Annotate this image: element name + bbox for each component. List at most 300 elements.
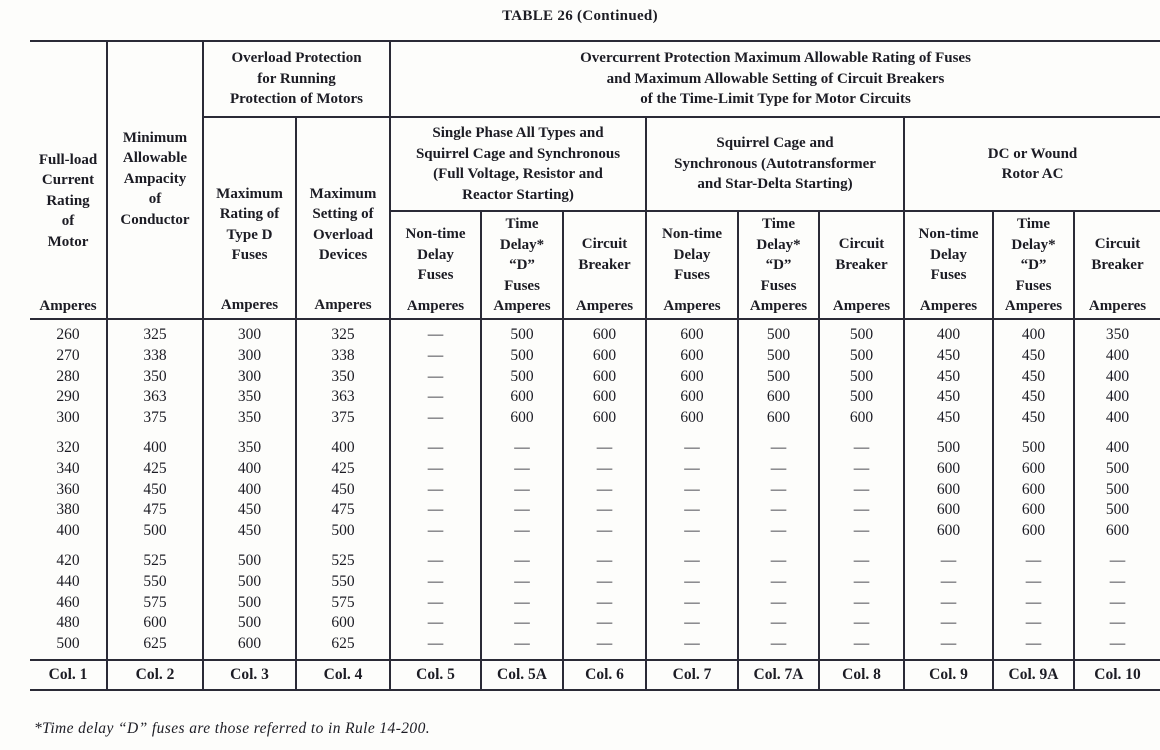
header-dc-wound-rotor-group	[904, 117, 1160, 211]
cell-group-col7a	[738, 546, 819, 660]
table-cell: —	[1025, 572, 1042, 590]
table-cell: 350	[143, 367, 167, 385]
table-cell: 575	[331, 593, 355, 611]
cell-group-col6	[563, 319, 646, 433]
table-cell: —	[514, 614, 530, 632]
table-cell: 500	[1105, 501, 1130, 519]
table-cell: —	[596, 480, 613, 498]
table-cell: 400	[1105, 438, 1130, 456]
cell-group-col7	[646, 433, 738, 546]
table-cell: —	[427, 614, 444, 632]
header-line: Delay	[673, 246, 711, 263]
header-line: “D”	[1020, 257, 1047, 273]
table-cell: 500	[849, 367, 874, 385]
column-number-label: Col. 1	[30, 660, 107, 690]
table-cell: 270	[56, 346, 80, 364]
table-cell: 420	[56, 551, 80, 569]
table-cell: 600	[592, 346, 617, 364]
row-group	[30, 546, 1160, 660]
table-cell: —	[427, 409, 444, 427]
table-cell: 600	[936, 459, 961, 477]
table-cell: —	[427, 572, 444, 590]
table-cell: —	[427, 326, 444, 343]
header-line: Time	[761, 216, 796, 232]
header-line: Motor	[47, 233, 89, 250]
header-col5	[390, 211, 481, 319]
row-group	[30, 433, 1160, 546]
header-line: of the Time-Limit Type for Motor Circuits	[640, 91, 911, 108]
cell-group-col7a	[738, 319, 819, 433]
header-line: “D”	[509, 257, 535, 273]
table-cell: 475	[331, 501, 355, 519]
header-col4-units: Amperes	[314, 296, 372, 313]
table-cell: —	[770, 459, 787, 477]
table-cell: —	[853, 551, 870, 569]
table-cell: —	[853, 501, 870, 519]
table-cell: —	[770, 438, 787, 456]
table-cell: —	[1109, 572, 1126, 590]
table-cell: 500	[237, 614, 262, 632]
header-line: Rating	[46, 192, 90, 209]
table-cell: —	[853, 635, 870, 653]
table-cell: 450	[1021, 346, 1046, 364]
table-cell: 450	[1021, 388, 1046, 406]
table-cell: —	[596, 551, 613, 569]
table-cell: 320	[56, 438, 80, 456]
header-col9-units: Amperes	[919, 297, 978, 314]
table-cell: —	[514, 438, 530, 456]
table-cell: 460	[56, 593, 80, 611]
table-cell: 300	[237, 326, 262, 343]
header-line: and Star-Delta Starting)	[697, 176, 853, 193]
table-cell: 500	[331, 522, 355, 540]
table-cell: 500	[1105, 459, 1130, 477]
table-cell: —	[514, 522, 530, 540]
table-cell: 400	[1105, 409, 1130, 427]
table-cell: 400	[1105, 367, 1130, 385]
header-col5a-units: Amperes	[493, 298, 551, 314]
table-cell: —	[770, 501, 787, 519]
header-col5-text	[391, 212, 480, 286]
table-cell: —	[684, 480, 700, 498]
header-line: Maximum	[216, 185, 283, 202]
table-cell: 400	[237, 480, 262, 498]
table-cell: —	[514, 593, 530, 611]
header-line: Full-load	[38, 151, 98, 168]
cell-group-col7	[646, 546, 738, 660]
table-cell: 350	[237, 409, 262, 427]
table-cell: 260	[56, 326, 80, 343]
table-cell: —	[853, 522, 870, 540]
table-cell: —	[853, 480, 870, 498]
cell-group-col10	[1074, 319, 1160, 433]
header-col1	[30, 41, 107, 319]
header-col5a	[481, 211, 563, 319]
table-cell: —	[684, 614, 700, 632]
table-cell: 600	[592, 326, 617, 343]
table-cell: —	[770, 614, 787, 632]
table-cell: 600	[680, 326, 704, 343]
cell-group-col9a	[993, 546, 1074, 660]
header-line: Synchronous (Autotransformer	[674, 155, 876, 172]
table-cell: 450	[143, 480, 167, 498]
cell-group-col9	[904, 546, 993, 660]
cell-group-col1	[30, 433, 107, 546]
header-line: Protection of Motors	[230, 91, 364, 108]
table-cell: 500	[936, 438, 961, 456]
header-line: Rotor AC	[1001, 166, 1064, 182]
header-line: DC or Wound	[987, 145, 1078, 162]
header-col3	[203, 117, 296, 319]
cell-group-col2	[107, 433, 203, 546]
table-cell: 400	[1021, 326, 1046, 343]
header-line: Delay*	[756, 236, 801, 253]
header-single-phase-group	[390, 117, 646, 211]
table-cell: 600	[510, 388, 534, 406]
cell-group-col10	[1074, 433, 1160, 546]
header-line: Delay*	[1011, 236, 1056, 253]
table-cell: 500	[849, 346, 874, 364]
table-cell: 600	[237, 635, 262, 653]
table-cell: 400	[1105, 388, 1130, 406]
table-cell: 600	[680, 409, 704, 427]
header-line: Delay	[417, 246, 454, 263]
table-cell: 600	[1021, 459, 1046, 477]
header-line: Squirrel Cage and	[716, 135, 834, 152]
table-cell: —	[596, 501, 613, 519]
cell-group-col4	[296, 433, 390, 546]
table-cell: 450	[936, 346, 961, 364]
table-cell: —	[427, 346, 444, 364]
table-cell: 338	[331, 346, 355, 364]
header-line: of	[148, 191, 162, 208]
table-cell: 600	[1105, 522, 1130, 540]
cell-group-col5a	[481, 546, 563, 660]
header-line: Time	[1016, 216, 1051, 232]
header-line: Setting of	[312, 206, 374, 223]
table-cell: —	[427, 522, 444, 540]
table-cell: 450	[936, 367, 961, 385]
header-col3-units: Amperes	[220, 296, 279, 313]
table-cell: 500	[56, 635, 80, 653]
header-line: Devices	[318, 247, 368, 264]
table-cell: 400	[56, 522, 80, 540]
table-title: TABLE 26 (Continued)	[502, 8, 658, 24]
column-number-label: Col. 2	[107, 660, 203, 690]
header-line: of	[61, 213, 75, 229]
table-cell: —	[427, 593, 444, 611]
table-cell: 625	[331, 635, 355, 653]
table-cell: —	[853, 459, 870, 477]
table-cell: 325	[331, 326, 355, 343]
table-cell: —	[684, 522, 700, 540]
table-cell: 600	[766, 388, 791, 406]
table-cell: —	[853, 572, 870, 590]
header-col6-units: Amperes	[575, 297, 634, 314]
cell-group-col2	[107, 546, 203, 660]
table-cell: —	[684, 572, 700, 590]
column-number-row	[30, 660, 1160, 690]
header-line: Squirrel Cage and Synchronous	[415, 145, 621, 162]
table-cell: 300	[237, 367, 262, 385]
table-cell: 500	[1021, 438, 1046, 456]
table-cell: 475	[143, 501, 167, 519]
header-line: Circuit	[1094, 236, 1141, 252]
header-col10-units: Amperes	[1088, 297, 1147, 314]
header-line: (Full Voltage, Resistor and	[433, 166, 603, 182]
cell-group-col6	[563, 546, 646, 660]
table-cell: —	[770, 572, 787, 590]
header-overcurrent-group	[390, 41, 1160, 117]
table-cell: 450	[936, 409, 961, 427]
table-cell: 360	[56, 480, 80, 498]
header-col6	[563, 211, 646, 319]
table-cell: —	[940, 614, 957, 632]
header-col7	[646, 211, 738, 319]
cell-group-col1	[30, 546, 107, 660]
table-cell: 500	[237, 572, 262, 590]
header-col7a-units: Amperes	[749, 298, 808, 314]
table-cell: 400	[936, 326, 961, 343]
cell-group-col6	[563, 433, 646, 546]
cell-group-col2	[107, 319, 203, 433]
column-number-label: Col. 9A	[993, 660, 1074, 690]
column-number-label: Col. 5A	[481, 660, 563, 690]
table-cell: —	[684, 551, 700, 569]
header-line: Maximum	[309, 185, 377, 202]
table-cell: —	[514, 480, 530, 498]
table-cell: 550	[331, 572, 355, 590]
table-cell: —	[1025, 551, 1042, 569]
header-col6-text	[564, 212, 645, 275]
header-col5-units: Amperes	[406, 297, 465, 314]
table-cell: —	[427, 388, 444, 406]
cell-group-col4	[296, 319, 390, 433]
table-cell: 400	[237, 459, 262, 477]
header-col9a-units: Amperes	[1004, 298, 1063, 314]
table-cell: 600	[936, 501, 961, 519]
header-line: Fuses	[231, 247, 268, 264]
header-line: Type D	[226, 226, 273, 243]
header-line: Non-time	[405, 226, 466, 242]
table-cell: 600	[143, 614, 167, 632]
header-line: Conductor	[120, 211, 190, 228]
header-line: Minimum	[122, 129, 188, 146]
table-cell: —	[1109, 635, 1126, 653]
table-cell: 500	[1105, 480, 1130, 498]
header-line: Delay	[930, 246, 967, 263]
header-col7-units: Amperes	[663, 297, 721, 314]
header-line: Reactor Starting)	[462, 186, 574, 203]
table-cell: 450	[237, 501, 262, 519]
table-cell: 500	[766, 346, 791, 364]
column-number-label: Col. 7A	[738, 660, 819, 690]
table-cell: 600	[680, 388, 704, 406]
table-cell: 500	[510, 326, 534, 343]
table-cell: 600	[936, 522, 961, 540]
table-cell: 600	[592, 367, 617, 385]
footnote: *Time delay “D” fuses are those referred to in Rule 14-200.	[34, 720, 430, 737]
table-cell: 450	[1021, 409, 1046, 427]
table-cell: —	[427, 501, 444, 519]
table-cell: —	[596, 459, 613, 477]
table-cell: —	[427, 438, 444, 456]
cell-group-col7a	[738, 433, 819, 546]
header-squirrel-cage-group	[646, 117, 904, 211]
header-col7a-text	[739, 212, 818, 296]
cell-group-col9	[904, 433, 993, 546]
table-cell: —	[940, 635, 957, 653]
table-cell: —	[940, 551, 957, 569]
header-col4-text	[297, 184, 389, 266]
table-cell: —	[514, 459, 530, 477]
table-cell: 500	[143, 522, 167, 540]
table-cell: 525	[331, 551, 355, 569]
table-cell: —	[684, 438, 700, 456]
cell-group-col4	[296, 546, 390, 660]
table-cell: 500	[766, 367, 791, 385]
column-number-label: Col. 3	[203, 660, 296, 690]
table-cell: 450	[936, 388, 961, 406]
header-col3-text	[204, 184, 295, 266]
table-cell: 363	[143, 388, 167, 406]
table-cell: 400	[331, 438, 355, 456]
header-line: Fuses	[417, 267, 454, 283]
table-cell: —	[596, 593, 613, 611]
header-col10-text	[1075, 212, 1160, 275]
header-line: Time	[505, 216, 539, 232]
header-line: Overload Protection	[231, 50, 362, 67]
column-number-label: Col. 8	[819, 660, 904, 690]
cell-group-col8	[819, 319, 904, 433]
table-cell: —	[684, 635, 700, 653]
table-cell: 480	[56, 614, 80, 632]
header-line: Fuses	[674, 267, 710, 283]
header-col9a-text	[994, 212, 1073, 296]
table-cell: —	[427, 551, 444, 569]
table-cell: 500	[510, 367, 534, 385]
table-cell: 440	[56, 572, 80, 590]
table-cell: 500	[237, 593, 262, 611]
header-line: Fuses	[930, 267, 967, 283]
cell-group-col10	[1074, 546, 1160, 660]
column-number-label: Col. 9	[904, 660, 993, 690]
row-group	[30, 319, 1160, 433]
table-cell: —	[596, 522, 613, 540]
header-col1-text	[30, 150, 106, 253]
header-line: Allowable	[122, 150, 188, 167]
header-col2	[107, 41, 203, 319]
header-col2-text	[108, 128, 202, 275]
cell-group-col9a	[993, 319, 1074, 433]
table-cell: 350	[237, 388, 262, 406]
table-cell: 600	[680, 346, 704, 364]
column-number-label: Col. 4	[296, 660, 390, 690]
table-cell: —	[514, 551, 530, 569]
table-cell: —	[684, 459, 700, 477]
table-cell: —	[514, 501, 530, 519]
table-cell: 280	[56, 367, 80, 385]
header-line: Circuit	[581, 236, 628, 252]
cell-group-col1	[30, 319, 107, 433]
table-cell: 338	[143, 346, 167, 364]
header-col9	[904, 211, 993, 319]
table-cell: 450	[237, 522, 262, 540]
cell-group-col5a	[481, 433, 563, 546]
cell-group-col3	[203, 319, 296, 433]
header-line: Breaker	[1091, 256, 1144, 273]
table-cell: 500	[510, 346, 534, 364]
header-line: for Running	[257, 70, 336, 87]
header-line: Rating of	[219, 206, 280, 223]
table-cell: —	[596, 572, 613, 590]
header-line: Non-time	[918, 226, 979, 242]
header-line: Delay*	[499, 236, 545, 253]
header-line: Overcurrent Protection Maximum Allowable Rating of Fuses	[580, 50, 971, 67]
header-line: Non-time	[662, 226, 723, 242]
table-cell: —	[427, 459, 444, 477]
cell-group-col5a	[481, 319, 563, 433]
table-cell: 500	[849, 326, 874, 343]
cell-group-col3	[203, 433, 296, 546]
header-col7-text	[647, 212, 737, 286]
table-cell: 525	[143, 551, 167, 569]
table-cell: —	[1109, 593, 1126, 611]
header-line: “D”	[765, 257, 792, 273]
table-cell: —	[427, 480, 444, 498]
header-line: Overload	[313, 226, 373, 243]
table-cell: —	[684, 501, 700, 519]
table-cell: 600	[849, 409, 874, 427]
cell-group-col9a	[993, 433, 1074, 546]
column-number-label: Col. 6	[563, 660, 646, 690]
header-line: Fuses	[1015, 277, 1052, 294]
table-cell: —	[770, 551, 787, 569]
table-cell: —	[940, 572, 957, 590]
table-cell: —	[1025, 593, 1042, 611]
table-cell: 600	[1021, 501, 1046, 519]
table-cell: 425	[331, 459, 355, 477]
table-cell: 600	[766, 409, 791, 427]
table-cell: 375	[331, 409, 355, 427]
table-cell: 290	[56, 388, 80, 406]
table-cell: —	[770, 593, 787, 611]
table-cell: 600	[680, 367, 704, 385]
table-cell: —	[853, 438, 870, 456]
header-col8-units: Amperes	[832, 297, 891, 314]
table-cell: —	[427, 367, 444, 385]
motor-protection-table	[30, 40, 1160, 691]
table-cell: —	[514, 635, 530, 653]
table-cell: 600	[1021, 522, 1046, 540]
column-number-label: Col. 10	[1074, 660, 1160, 690]
header-col4	[296, 117, 390, 319]
header-col9a	[993, 211, 1074, 319]
table-cell: 600	[331, 614, 355, 632]
table-cell: —	[853, 614, 870, 632]
cell-group-col8	[819, 546, 904, 660]
table-body	[30, 319, 1160, 690]
cell-group-col9	[904, 319, 993, 433]
header-col9-text	[905, 212, 992, 286]
table-cell: 300	[56, 409, 80, 427]
table-cell: 350	[1105, 326, 1130, 343]
header-line: Fuses	[760, 277, 797, 294]
table-cell: 300	[237, 346, 262, 364]
header-col1-units: Amperes	[39, 297, 97, 314]
table-cell: 600	[1021, 480, 1046, 498]
table-cell: 450	[331, 480, 355, 498]
